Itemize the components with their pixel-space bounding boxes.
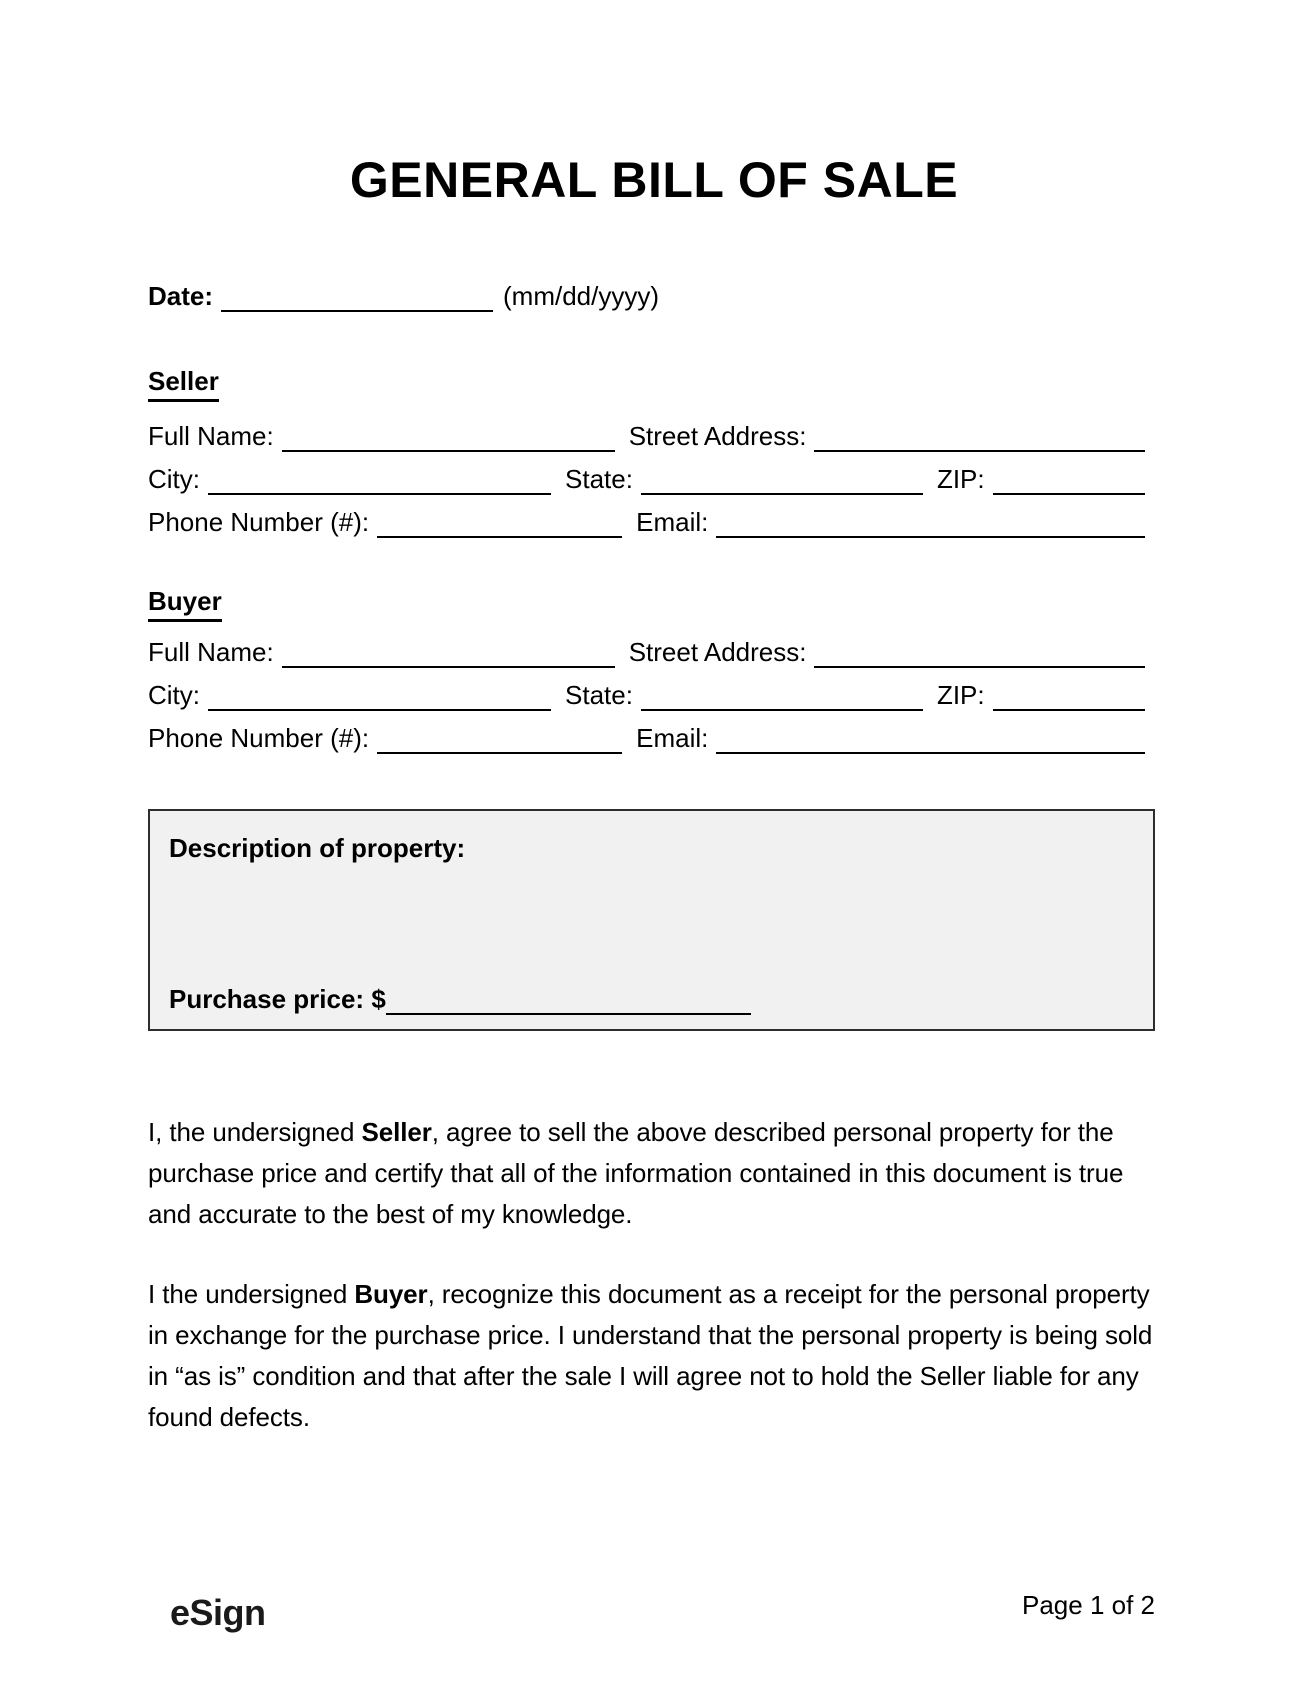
seller-phone-label: Phone Number (#): bbox=[148, 507, 370, 537]
seller-full-name-field[interactable] bbox=[282, 420, 615, 452]
purchase-price-label: Purchase price: $ bbox=[169, 984, 386, 1014]
date-row bbox=[148, 280, 1145, 312]
buyer-state-label: State: bbox=[565, 680, 633, 710]
seller-agreement-paragraph: I, the undersigned Seller, agree to sell the above described personal property for the purchase price and certify that all of the information contained in this document is true and accurate to the best of my knowledge. bbox=[148, 1117, 1124, 1229]
buyer-agreement-paragraph: I the undersigned Buyer, recognize this document as a receipt for the personal property in exchange for the purchase price. I understand that the personal property is being sold in “as is” condition and that after the sale I will agree not to hold the Seller liable for any found defects. bbox=[148, 1279, 1153, 1432]
buyer-city-field[interactable] bbox=[208, 679, 551, 711]
buyer-phone-label: Phone Number (#): bbox=[148, 723, 370, 753]
buyer-email-label: Email: bbox=[636, 723, 709, 753]
page-indicator: Page 1 of 2 bbox=[1022, 1590, 1155, 1620]
buyer-email-field[interactable] bbox=[716, 722, 1145, 754]
seller-zip-field[interactable] bbox=[993, 463, 1145, 495]
property-description-box bbox=[148, 809, 1155, 1031]
buyer-street-address-label: Street Address: bbox=[628, 637, 807, 667]
seller-state-field[interactable] bbox=[641, 463, 923, 495]
purchase-price-row bbox=[169, 983, 751, 1015]
buyer-heading: Buyer bbox=[148, 585, 222, 622]
seller-email-field[interactable] bbox=[716, 506, 1145, 538]
seller-city-state-zip-row bbox=[148, 463, 1145, 495]
date-field[interactable] bbox=[221, 280, 493, 312]
seller-zip-label: ZIP: bbox=[936, 464, 985, 494]
date-label: Date: bbox=[148, 281, 214, 311]
seller-city-field[interactable] bbox=[208, 463, 551, 495]
seller-email-label: Email: bbox=[636, 507, 709, 537]
esign-logo: eSign bbox=[170, 1592, 266, 1633]
seller-section-heading-row bbox=[148, 365, 219, 401]
property-description-field[interactable] bbox=[169, 871, 1134, 981]
seller-phone-field[interactable] bbox=[377, 506, 622, 538]
date-format-hint: (mm/dd/yyyy) bbox=[503, 281, 660, 311]
buyer-city-state-zip-row bbox=[148, 679, 1145, 711]
seller-street-address-field[interactable] bbox=[814, 420, 1145, 452]
buyer-state-field[interactable] bbox=[641, 679, 923, 711]
seller-full-name-label: Full Name: bbox=[148, 421, 274, 451]
buyer-section-heading-row bbox=[148, 585, 222, 621]
buyer-zip-field[interactable] bbox=[993, 679, 1145, 711]
seller-phone-email-row bbox=[148, 506, 1145, 538]
buyer-full-name-label: Full Name: bbox=[148, 637, 274, 667]
property-description-label: Description of property: bbox=[169, 833, 466, 863]
buyer-full-name-field[interactable] bbox=[282, 636, 615, 668]
buyer-name-address-row bbox=[148, 636, 1145, 668]
buyer-zip-label: ZIP: bbox=[936, 680, 985, 710]
buyer-street-address-field[interactable] bbox=[814, 636, 1145, 668]
seller-city-label: City: bbox=[148, 464, 200, 494]
seller-heading: Seller bbox=[148, 365, 219, 402]
purchase-price-field[interactable] bbox=[386, 983, 751, 1015]
page-title: GENERAL BILL OF SALE bbox=[349, 152, 959, 208]
seller-state-label: State: bbox=[565, 464, 633, 494]
seller-street-address-label: Street Address: bbox=[628, 421, 807, 451]
buyer-city-label: City: bbox=[148, 680, 200, 710]
buyer-phone-field[interactable] bbox=[377, 722, 622, 754]
buyer-phone-email-row bbox=[148, 722, 1145, 754]
seller-name-address-row bbox=[148, 420, 1145, 452]
